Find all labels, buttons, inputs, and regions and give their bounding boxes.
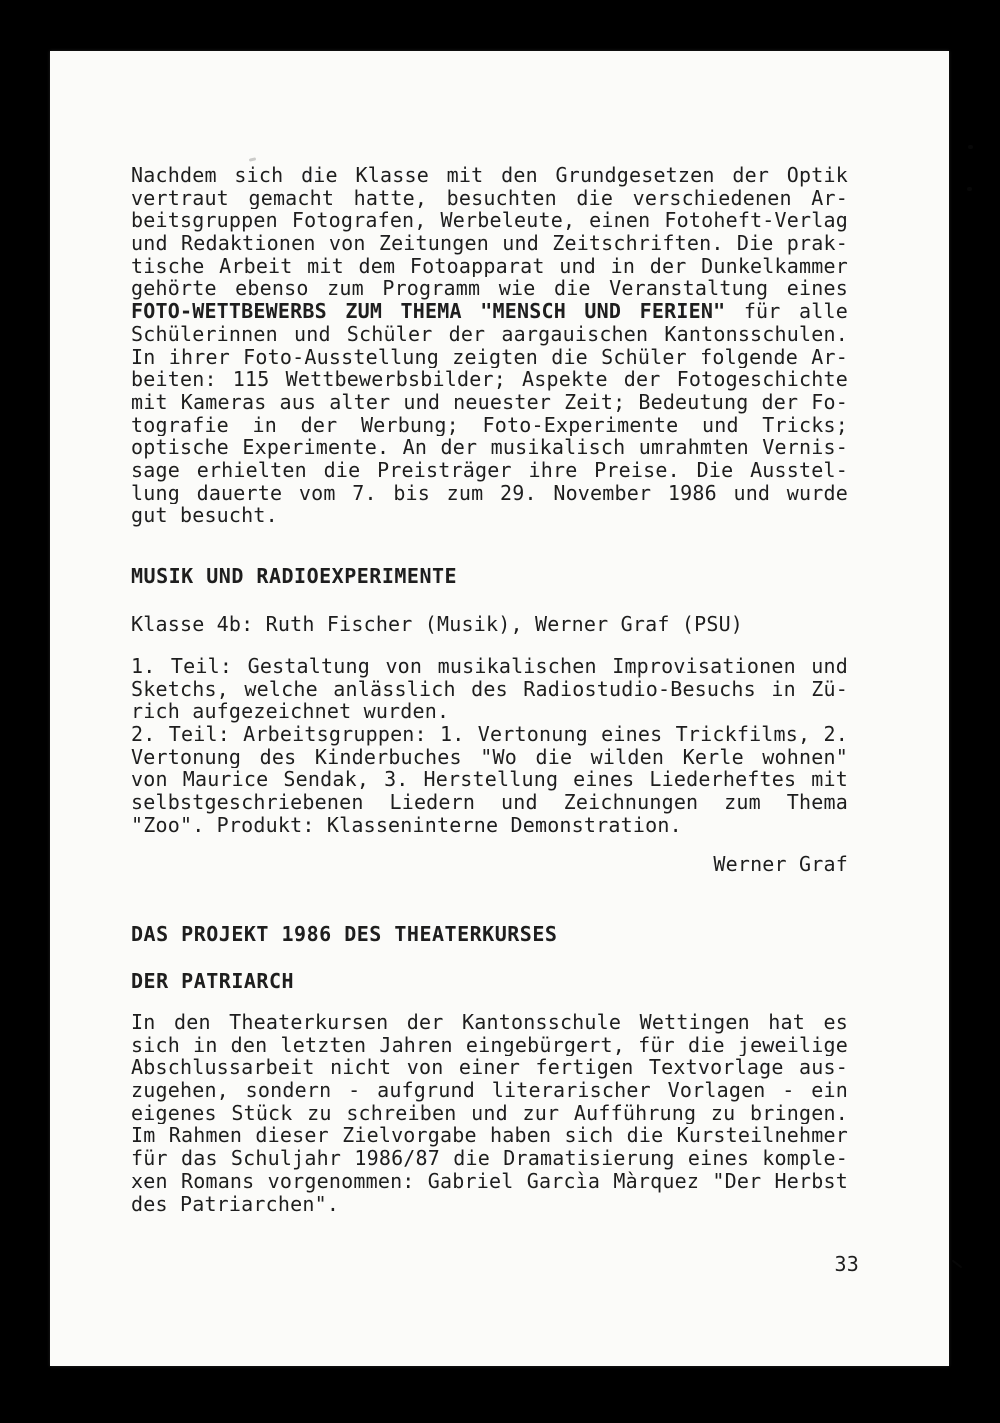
text-line: sich in den letzten Jahren eingebürgert, für die jeweilige [131,1033,848,1057]
text-line: eigenes Stück zu schreiben und zur Aufführung zu bringen. [131,1101,848,1125]
text-line: "Zoo". Produkt: Klasseninterne Demonstration. [131,813,682,837]
text-line: selbstgeschriebenen Liedern und Zeichnungen zum Thema [131,791,848,814]
text-segment: für alle [725,300,848,323]
scan-speck [249,157,256,161]
text-line: tografie in der Werbung; Foto-Experimente und Tricks; [131,413,848,437]
section-heading-theater: DAS PROJEKT 1986 DES THEATERKURSES [131,922,558,946]
text-line: Sketchs, welche anlässlich des Radiostudio-Besuchs in Zü- [131,677,848,701]
text-line-bold-title [131,300,848,323]
section-heading-musik: MUSIK UND RADIOEXPERIMENTE [131,564,458,588]
text-line: Im Rahmen dieser Zielvorgabe haben sich die Kursteilnehmer [131,1124,848,1148]
text-line: lung dauerte vom 7. bis zum 29. November 1986 und wurde [131,481,848,505]
text-line: optische Experimente. An der musikalisch umrahmten Vernis- [131,436,848,459]
intro-paragraph [131,164,848,527]
foto-wettbewerb-title: FOTO-WETTBEWERBS ZUM THEMA "MENSCH UND FERIEN" [131,300,726,323]
text-line: vertraut gemacht hatte, besuchten die verschiedenen Ar- [131,186,848,210]
text-line: gehörte ebenso zum Programm wie die Veranstaltung eines [131,277,848,301]
scan-speck [968,145,973,149]
musik-paragraph [131,655,848,837]
text-line: und Redaktionen von Zeitungen und Zeitschriften. Die prak- [131,232,848,255]
author-signature: Werner Graf [713,852,848,876]
scan-speck [952,1260,963,1269]
text-line: rich aufgezeichnet wurden. [131,700,450,724]
text-line: Abschlussarbeit nicht von einer fertigen Textvorlage aus- [131,1056,848,1080]
text-line: xen Romans vorgenommen: Gabriel Garcìa Màrquez "Der Herbst [131,1169,848,1193]
text-line: mit Kameras aus alter und neuester Zeit; Bedeutung der Fo- [131,390,848,414]
text-line: beiten: 115 Wettbewerbsbilder; Aspekte der Fotogeschichte [131,368,848,391]
text-line: von Maurice Sendak, 3. Herstellung eines Liederheftes mit [131,768,848,792]
page-number: 33 [834,1252,859,1276]
subheading-patriarch: DER PATRIARCH [131,969,295,993]
text-line: sage erhielten die Preisträger ihre Preise. Die Ausstel- [131,458,848,482]
text-line: tische Arbeit mit dem Fotoapparat und in der Dunkelkammer [131,254,848,278]
text-line: des Patriarchen". [131,1192,340,1216]
text-line: für das Schuljahr 1986/87 die Dramatisierung eines komple- [131,1147,848,1170]
theater-paragraph [131,1011,848,1215]
text-line: Nachdem sich die Klasse mit den Grundgesetzen der Optik [131,164,848,187]
text-line: gut besucht. [131,504,278,527]
text-line: In ihrer Foto-Ausstellung zeigten die Schüler folgende Ar- [131,345,848,369]
text-line: Vertonung des Kinderbuches "Wo die wilden Kerle wohnen" [131,745,848,769]
document-page [50,51,949,1366]
text-line: Schülerinnen und Schüler der aargauischen Kantonsschulen. [131,322,848,346]
scan-speck [967,187,972,191]
text-line: In den Theaterkursen der Kantonsschule Wettingen hat es [131,1011,848,1034]
text-line: 1. Teil: Gestaltung von musikalischen Improvisationen und [131,655,848,678]
text-line: beitsgruppen Fotografen, Werbeleute, einen Fotoheft-Verlag [131,209,848,233]
musik-class-subtitle: Klasse 4b: Ruth Fischer (Musik), Werner Graf (PSU) [131,612,744,636]
text-line: 2. Teil: Arbeitsgruppen: 1. Vertonung eines Trickfilms, 2. [131,723,848,746]
text-line: zugehen, sondern - aufgrund literarischer Vorlagen - ein [131,1079,848,1102]
